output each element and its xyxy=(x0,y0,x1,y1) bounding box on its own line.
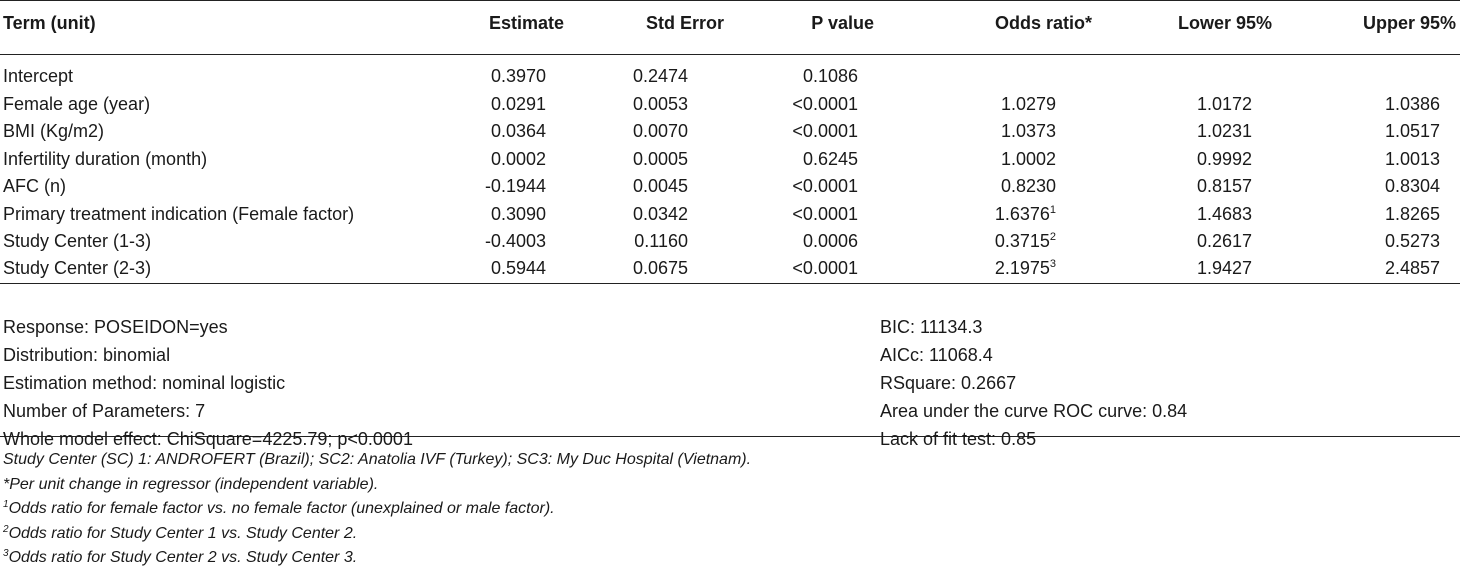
table-spacer xyxy=(0,55,1460,64)
model-stat-right: RSquare: 0.2667 xyxy=(880,373,1017,393)
cell-std-error xyxy=(568,256,728,284)
cell-estimate-value: 0.0291 xyxy=(490,93,546,114)
model-stat-left: Response: POSEIDON=yes xyxy=(3,317,228,337)
cell-estimate-value: -0.1944 xyxy=(484,176,546,197)
header-estimate: Estimate xyxy=(456,1,568,55)
cell-term xyxy=(0,201,456,229)
cell-lower-95 xyxy=(1096,63,1276,91)
cell-odds-ratio-value: 1.0002 xyxy=(1000,148,1056,169)
cell-term-value: Study Center (2-3) xyxy=(3,257,152,278)
model-summary-left xyxy=(3,313,413,453)
footnote-line xyxy=(3,473,751,498)
cell-term xyxy=(0,118,456,146)
cell-std-error-value: 0.1160 xyxy=(634,231,688,252)
cell-std-error-value: 0.0070 xyxy=(632,121,688,142)
cell-estimate-value: 0.0364 xyxy=(490,121,546,142)
cell-odds-ratio xyxy=(878,256,1096,284)
table-row xyxy=(0,118,1460,146)
cell-odds-ratio xyxy=(878,63,1096,91)
footnote-text: Odds ratio for Study Center 2 vs. Study Center 3. xyxy=(8,549,358,566)
model-summary-right xyxy=(880,313,1187,453)
cell-term-value: AFC (n) xyxy=(3,176,66,197)
cell-odds-ratio xyxy=(878,118,1096,146)
model-stat-right: BIC: 11134.3 xyxy=(880,317,983,337)
cell-estimate-value: 0.5944 xyxy=(490,257,546,278)
cell-lower-95 xyxy=(1096,146,1276,174)
footnote-line xyxy=(3,522,751,547)
cell-std-error-value: 0.0053 xyxy=(632,93,688,114)
cell-upper-95-value: 0.5273 xyxy=(1384,231,1440,252)
cell-odds-ratio-value: 1.0279 xyxy=(1000,93,1056,114)
model-stat-left: Estimation method: nominal logistic xyxy=(3,373,286,393)
cell-upper-95 xyxy=(1276,256,1460,284)
cell-upper-95-value: 1.0386 xyxy=(1384,93,1440,114)
cell-p-value xyxy=(728,228,878,256)
cell-lower-95-value: 1.9427 xyxy=(1196,257,1252,278)
model-stat-left: Whole model effect: ChiSquare=4225.79; p<0.0001 xyxy=(3,429,413,449)
cell-p-value-value: 0.0006 xyxy=(802,231,858,252)
cell-lower-95-value: 0.9992 xyxy=(1196,148,1252,169)
cell-odds-ratio-value: 1.0373 xyxy=(1000,121,1056,142)
cell-lower-95 xyxy=(1096,173,1276,201)
model-summary xyxy=(0,313,1460,449)
cell-odds-ratio xyxy=(878,173,1096,201)
cell-p-value xyxy=(728,91,878,119)
cell-std-error xyxy=(568,91,728,119)
cell-p-value-value: <0.0001 xyxy=(792,257,858,278)
cell-odds-ratio xyxy=(878,146,1096,174)
cell-estimate xyxy=(456,63,568,91)
cell-upper-95 xyxy=(1276,146,1460,174)
cell-estimate xyxy=(456,256,568,284)
cell-std-error xyxy=(568,118,728,146)
cell-term xyxy=(0,173,456,201)
cell-lower-95 xyxy=(1096,228,1276,256)
footnote-marker: 3 xyxy=(3,548,9,559)
cell-upper-95-value: 2.4857 xyxy=(1384,257,1440,278)
cell-estimate xyxy=(456,201,568,229)
header-row xyxy=(0,1,1460,55)
cell-estimate xyxy=(456,146,568,174)
cell-p-value-value: <0.0001 xyxy=(792,176,858,197)
cell-odds-ratio-value: 2.1975 xyxy=(994,257,1050,278)
cell-upper-95 xyxy=(1276,228,1460,256)
cell-lower-95-value: 1.0231 xyxy=(1196,121,1252,142)
cell-std-error-value: 0.0045 xyxy=(632,176,688,197)
cell-lower-95-value: 0.2617 xyxy=(1196,231,1252,252)
cell-upper-95 xyxy=(1276,173,1460,201)
cell-lower-95-value: 1.4683 xyxy=(1196,203,1252,224)
footnote-line xyxy=(3,448,751,473)
footnote-text: *Per unit change in regressor (independent variable). xyxy=(3,475,379,493)
cell-term-value: Study Center (1-3) xyxy=(3,231,152,252)
cell-std-error-value: 0.0005 xyxy=(632,148,688,169)
cell-term xyxy=(0,146,456,174)
cell-term xyxy=(0,91,456,119)
table-row xyxy=(0,146,1460,174)
table-row xyxy=(0,256,1460,284)
cell-odds-ratio-value: 0.8230 xyxy=(1000,176,1056,197)
cell-upper-95 xyxy=(1276,201,1460,229)
cell-p-value xyxy=(728,256,878,284)
cell-p-value xyxy=(728,118,878,146)
cell-lower-95-value: 0.8157 xyxy=(1196,176,1252,197)
cell-lower-95 xyxy=(1096,91,1276,119)
cell-p-value xyxy=(728,173,878,201)
cell-p-value-value: <0.0001 xyxy=(792,121,858,142)
table-row xyxy=(0,201,1460,229)
footnote-marker: 3 xyxy=(1049,257,1056,270)
cell-term-value: BMI (Kg/m2) xyxy=(3,121,105,142)
header-std-error: Std Error xyxy=(568,1,728,55)
cell-p-value-value: <0.0001 xyxy=(792,93,858,114)
cell-term-value: Primary treatment indication (Female factor) xyxy=(3,203,355,224)
table-row xyxy=(0,63,1460,91)
header-p-value: P value xyxy=(728,1,878,55)
cell-upper-95-value: 1.0013 xyxy=(1384,148,1440,169)
cell-odds-ratio xyxy=(878,228,1096,256)
cell-p-value xyxy=(728,201,878,229)
cell-std-error xyxy=(568,228,728,256)
cell-estimate xyxy=(456,173,568,201)
cell-p-value-value: 0.1086 xyxy=(802,66,858,87)
cell-term xyxy=(0,63,456,91)
header-term: Term (unit) xyxy=(0,1,456,55)
cell-term-value: Intercept xyxy=(3,66,74,87)
table-row xyxy=(0,91,1460,119)
cell-std-error-value: 0.2474 xyxy=(632,66,688,87)
header-lower-95: Lower 95% xyxy=(1096,1,1276,55)
cell-upper-95-value: 0.8304 xyxy=(1384,176,1440,197)
cell-upper-95 xyxy=(1276,63,1460,91)
model-stat-left: Distribution: binomial xyxy=(3,345,171,365)
model-stat-left: Number of Parameters: 7 xyxy=(3,401,206,421)
footnote-marker: 2 xyxy=(3,523,9,535)
header-upper-95: Upper 95% xyxy=(1276,1,1460,55)
cell-upper-95-value: 1.0517 xyxy=(1384,121,1440,142)
cell-upper-95 xyxy=(1276,118,1460,146)
footnote-text: Odds ratio for Study Center 1 vs. Study Center 2. xyxy=(8,524,358,542)
table-row xyxy=(0,173,1460,201)
spacer-cell xyxy=(0,55,1460,64)
cell-std-error xyxy=(568,146,728,174)
cell-lower-95 xyxy=(1096,118,1276,146)
cell-estimate-value: 0.3090 xyxy=(490,203,546,224)
footnote-marker: 1 xyxy=(3,499,9,510)
cell-upper-95 xyxy=(1276,91,1460,119)
cell-term xyxy=(0,256,456,284)
cell-std-error xyxy=(568,201,728,229)
cell-p-value-value: 0.6245 xyxy=(802,148,858,169)
cell-estimate-value: 0.3970 xyxy=(490,66,546,87)
cell-std-error xyxy=(568,173,728,201)
cell-lower-95 xyxy=(1096,256,1276,284)
cell-upper-95-value: 1.8265 xyxy=(1384,203,1440,224)
cell-estimate xyxy=(456,91,568,119)
cell-estimate-value: 0.0002 xyxy=(490,148,546,169)
regression-table xyxy=(0,0,1460,284)
cell-term-value: Female age (year) xyxy=(3,93,151,114)
cell-p-value-value: <0.0001 xyxy=(792,203,858,224)
cell-std-error-value: 0.0675 xyxy=(632,257,688,278)
table-row xyxy=(0,228,1460,256)
cell-odds-ratio xyxy=(878,91,1096,119)
footnote-text: Odds ratio for female factor vs. no female factor (unexplained or male factor). xyxy=(8,500,555,517)
cell-term xyxy=(0,228,456,256)
footnote-text: Study Center (SC) 1: ANDROFERT (Brazil); SC2: Anatolia IVF (Turkey); SC3: My Duc Hospital (Vietnam). xyxy=(3,451,752,468)
model-stat-right: AICc: 11068.4 xyxy=(880,345,993,365)
cell-std-error xyxy=(568,63,728,91)
cell-lower-95 xyxy=(1096,201,1276,229)
cell-estimate-value: -0.4003 xyxy=(484,231,546,252)
footnote-marker: 1 xyxy=(1049,203,1056,216)
cell-odds-ratio-value: 1.6376 xyxy=(994,203,1050,224)
footnote-line xyxy=(3,546,751,571)
header-odds-ratio: Odds ratio* xyxy=(878,1,1096,55)
cell-odds-ratio-value: 0.3715 xyxy=(994,231,1050,252)
cell-estimate xyxy=(456,228,568,256)
cell-odds-ratio xyxy=(878,201,1096,229)
model-stat-right: Lack of fit test: 0.85 xyxy=(880,429,1037,449)
cell-term-value: Infertility duration (month) xyxy=(3,148,208,169)
cell-estimate xyxy=(456,118,568,146)
cell-lower-95-value: 1.0172 xyxy=(1196,93,1252,114)
footnotes xyxy=(3,448,751,571)
footnote-line xyxy=(3,497,751,522)
cell-std-error-value: 0.0342 xyxy=(632,203,688,224)
footnote-marker: 2 xyxy=(1049,231,1056,244)
cell-p-value xyxy=(728,63,878,91)
model-stat-right: Area under the curve ROC curve: 0.84 xyxy=(880,401,1188,421)
cell-p-value xyxy=(728,146,878,174)
